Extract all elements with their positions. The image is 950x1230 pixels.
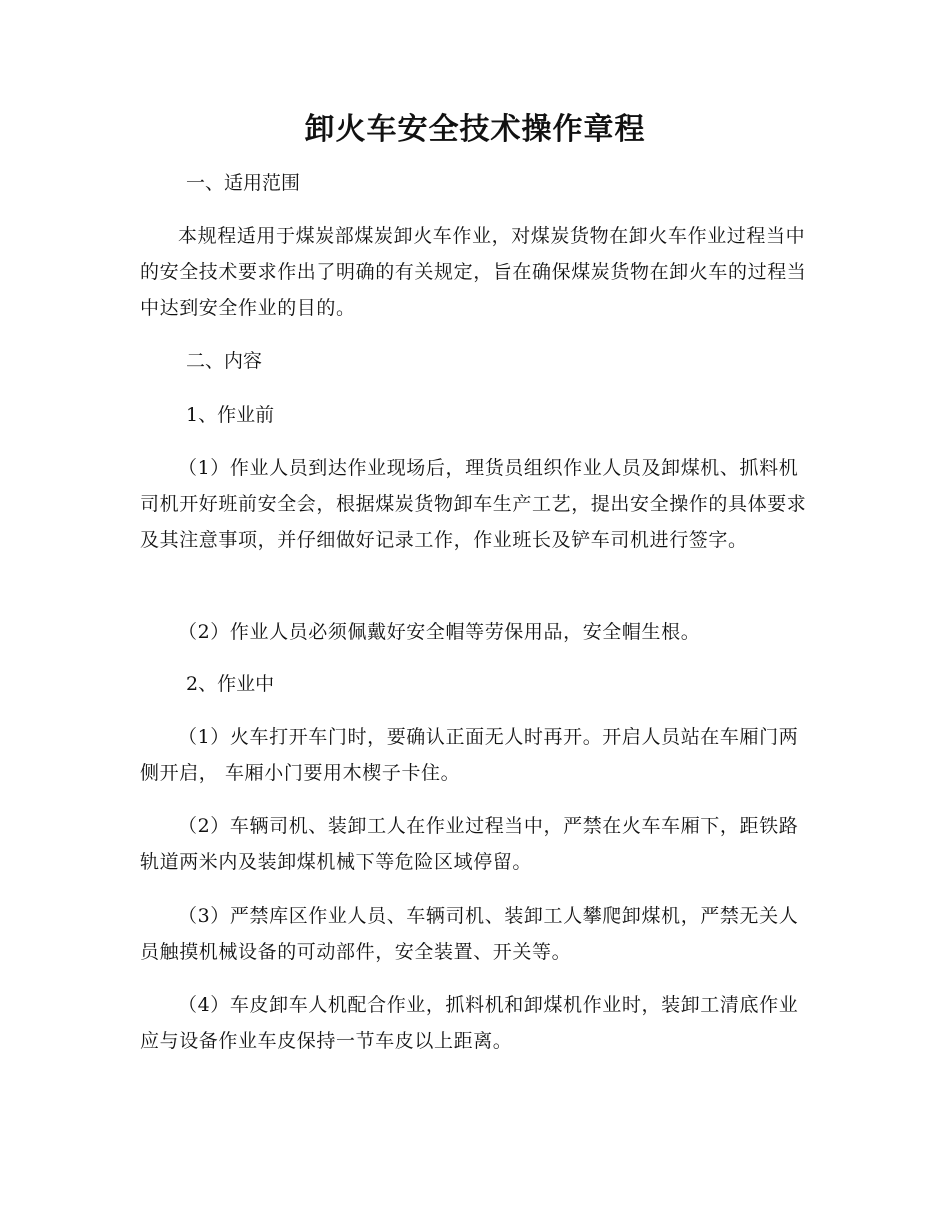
section-heading-scope: 一、适用范围 (186, 172, 301, 194)
scope-paragraph: 本规程适用于煤炭部煤炭卸火车作业，对煤炭货物在卸火车作业过程当中的安全技术要求作出了明确的有关规定，旨在确保煤炭货物在卸火车的过程当中达到安全作业的目的。 (140, 225, 807, 319)
during-work-item-3: （3）严禁库区作业人员、车辆司机、装卸工人攀爬卸煤机，严禁无关人员触摸机械设备的可动部件，安全装置、开关等。 (140, 905, 799, 963)
before-work-item-1: （1）作业人员到达作业现场后，理货员组织作业人员及卸煤机、抓料机司机开好班前安全会，根据煤炭货物卸车生产工艺，提出安全操作的具体要求及其注意事项，并仔细做好记录工作，作业班长及铲车司机进行签字。 (140, 457, 807, 551)
document-title: 卸火车安全技术操作章程 (304, 112, 646, 147)
during-work-item-4: （4）车皮卸车人机配合作业，抓料机和卸煤机作业时，装卸工清底作业应与设备作业车皮保持一节车皮以上距离。 (140, 994, 799, 1052)
section-heading-content: 二、内容 (186, 350, 263, 372)
subsection-heading-before-work: 1、作业前 (186, 404, 275, 426)
during-work-item-2: （2）车辆司机、装卸工人在作业过程当中，严禁在火车车厢下，距铁路轨道两米内及装卸煤机械下等危险区域停留。 (140, 815, 799, 873)
subsection-heading-during-work: 2、作业中 (186, 673, 275, 695)
before-work-item-2: （2）作业人员必须佩戴好安全帽等劳保用品，安全帽生根。 (178, 621, 701, 643)
during-work-item-1: （1）火车打开车门时，要确认正面无人时再开。开启人员站在车厢门两侧开启， 车厢小门要用木楔子卡住。 (140, 726, 799, 784)
